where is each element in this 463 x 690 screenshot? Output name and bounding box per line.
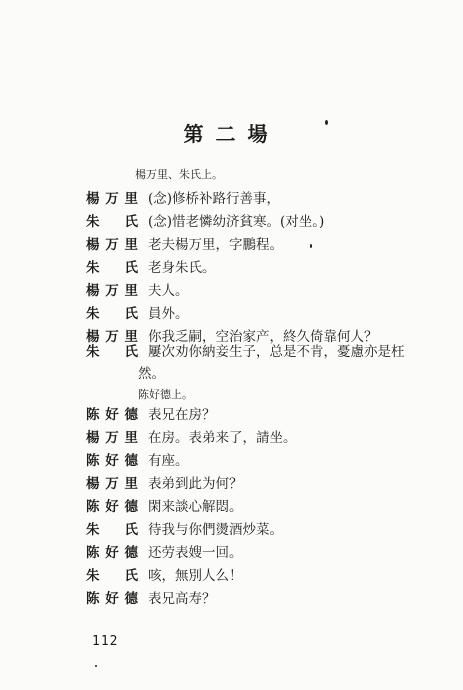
speaker-name: 朱 氏 — [86, 306, 138, 322]
speech-text: 閑来談心解悶。 — [148, 499, 243, 515]
speaker-name: 朱 氏 — [86, 344, 138, 360]
speech-text: 还劳表嫂一回。 — [148, 545, 243, 561]
ink-speck — [95, 665, 97, 667]
speaker-name: 楊万里 — [86, 329, 138, 345]
speaker-name: 楊万里 — [86, 476, 138, 492]
scene-title: 第二場 — [183, 122, 280, 146]
dialogue-line — [86, 233, 283, 255]
speech-text: 員外。 — [148, 306, 189, 322]
speaker-name: 陈好德 — [86, 407, 138, 423]
stage-direction: 楊万里、朱氏上。 — [135, 168, 223, 181]
speaker-name: 陈好德 — [86, 545, 138, 561]
dialogue-line — [86, 187, 280, 209]
speech-text: 屢次劝你納妾生子，总是不肯，憂慮亦是枉 — [148, 344, 405, 360]
dialogue-line — [86, 302, 189, 324]
speech-text: 老夫楊万里，字鵬程。 — [148, 237, 283, 253]
speech-continuation: 然。 — [138, 366, 165, 382]
dialogue-line — [86, 256, 216, 278]
dialogue-line — [86, 426, 297, 448]
speech-text: 表弟到此为何？ — [148, 476, 243, 492]
speaker-name: 朱 氏 — [86, 522, 138, 538]
ink-speck — [310, 244, 312, 248]
speech-text: 表兄高寿？ — [148, 591, 216, 607]
speaker-name: 朱 氏 — [86, 260, 138, 276]
dialogue-line — [86, 587, 216, 609]
speaker-name: 朱 氏 — [86, 568, 138, 584]
speech-text: 有座。 — [148, 453, 189, 469]
speaker-name: 楊万里 — [86, 430, 138, 446]
speaker-name: 楊万里 — [86, 237, 138, 253]
speech-text: 你我乏嗣，空治家产，終久倚靠何人？ — [148, 329, 378, 345]
speech-text: 夫人。 — [148, 283, 189, 299]
dialogue-line — [86, 541, 243, 563]
speech-text: 咳，無別人么！ — [148, 568, 243, 584]
speaker-name: 朱 氏 — [86, 214, 138, 230]
speech-text: (念)惜老憐幼济貧寒。(对坐。) — [148, 214, 325, 230]
speech-text: 老身朱氏。 — [148, 260, 216, 276]
speaker-name: 楊万里 — [86, 283, 138, 299]
speech-text: 在房。表弟来了，請坐。 — [148, 430, 297, 446]
speaker-name: 陈好德 — [86, 499, 138, 515]
dialogue-line — [86, 564, 243, 586]
dialogue-line — [86, 340, 405, 362]
dialogue-line — [86, 210, 324, 232]
speaker-name: 陈好德 — [86, 453, 138, 469]
dialogue-line — [86, 472, 243, 494]
stage-direction: 陈好德上。 — [138, 388, 193, 401]
speaker-name: 楊万里 — [86, 191, 138, 207]
dialogue-line — [86, 495, 243, 517]
speech-text: 表兄在房？ — [148, 407, 216, 423]
dialogue-line — [86, 279, 189, 301]
ink-speck — [325, 120, 328, 125]
speech-text: (念)修桥补路行善事， — [148, 191, 281, 207]
page-number: 112 — [92, 634, 119, 649]
dialogue-line — [86, 449, 189, 471]
speech-text: 待我与你們燙酒炒菜。 — [148, 522, 283, 538]
speaker-name: 陈好德 — [86, 591, 138, 607]
dialogue-line — [86, 518, 283, 540]
dialogue-line — [86, 403, 216, 425]
